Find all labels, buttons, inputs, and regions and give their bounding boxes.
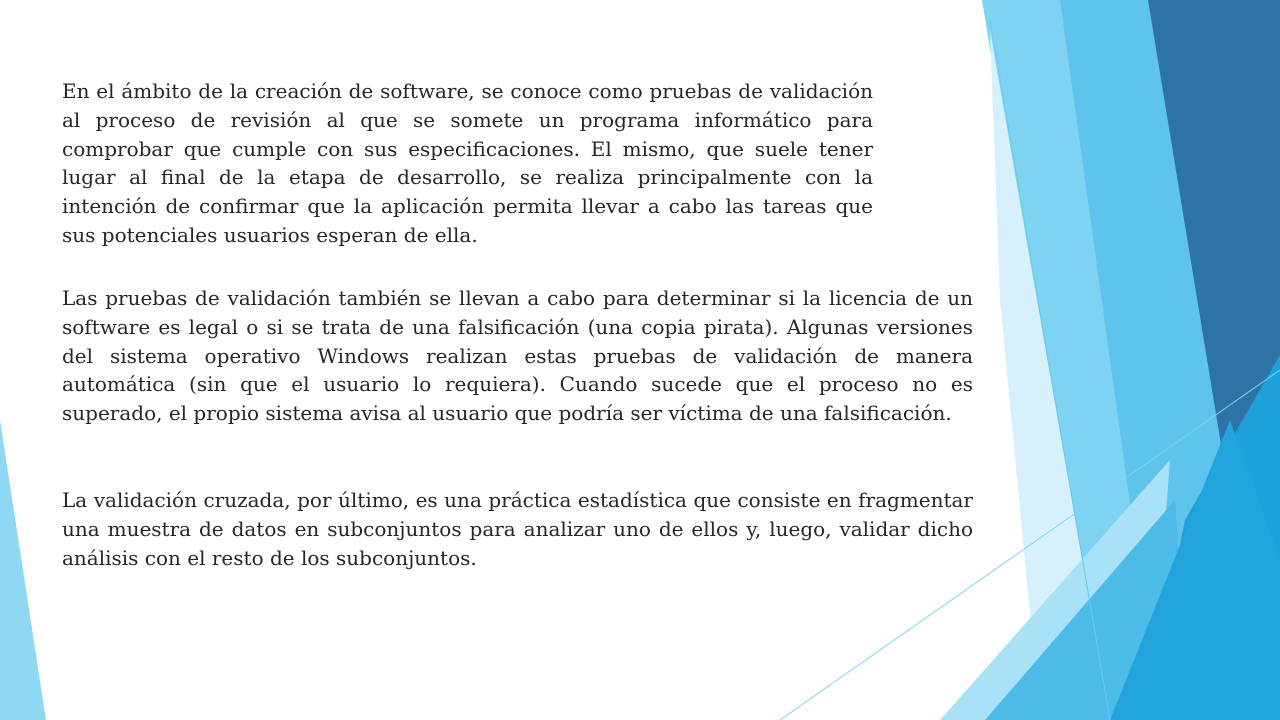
paragraph-cross-validation: La validación cruzada, por último, es una práctica estadística que consiste en fragmentar una muestra de datos en subconjuntos para analizar uno de ellos y, luego, validar dicho análisis con el resto de los subconjuntos.	[62, 488, 973, 570]
paragraph-validation-intro: En el ámbito de la creación de software, se conoce como pruebas de validación al proceso de revisión al que se somete un programa informático para comprobar que cumple con sus especificaciones. El mismo, que suele tener lugar al final de la etapa de desarrollo, se realiza principalmente con la intención de confirmar que la aplicación permita llevar a cabo las tareas que sus potenciales usuarios esperan de ella.	[62, 79, 873, 247]
left-edge-shape	[0, 420, 46, 720]
paragraph-license-validation: Las pruebas de validación también se llevan a cabo para determinar si la licencia de un software es legal o si se trata de una falsificación (una copia pirata). Algunas versiones del sistema operativo Windows realizan estas pruebas de validación de manera automática (sin que el usuario lo requiera). Cuando sucede que el proceso no es superado, el propio sistema avisa al usuario que podría ser víctima de una falsificación.	[62, 286, 973, 426]
